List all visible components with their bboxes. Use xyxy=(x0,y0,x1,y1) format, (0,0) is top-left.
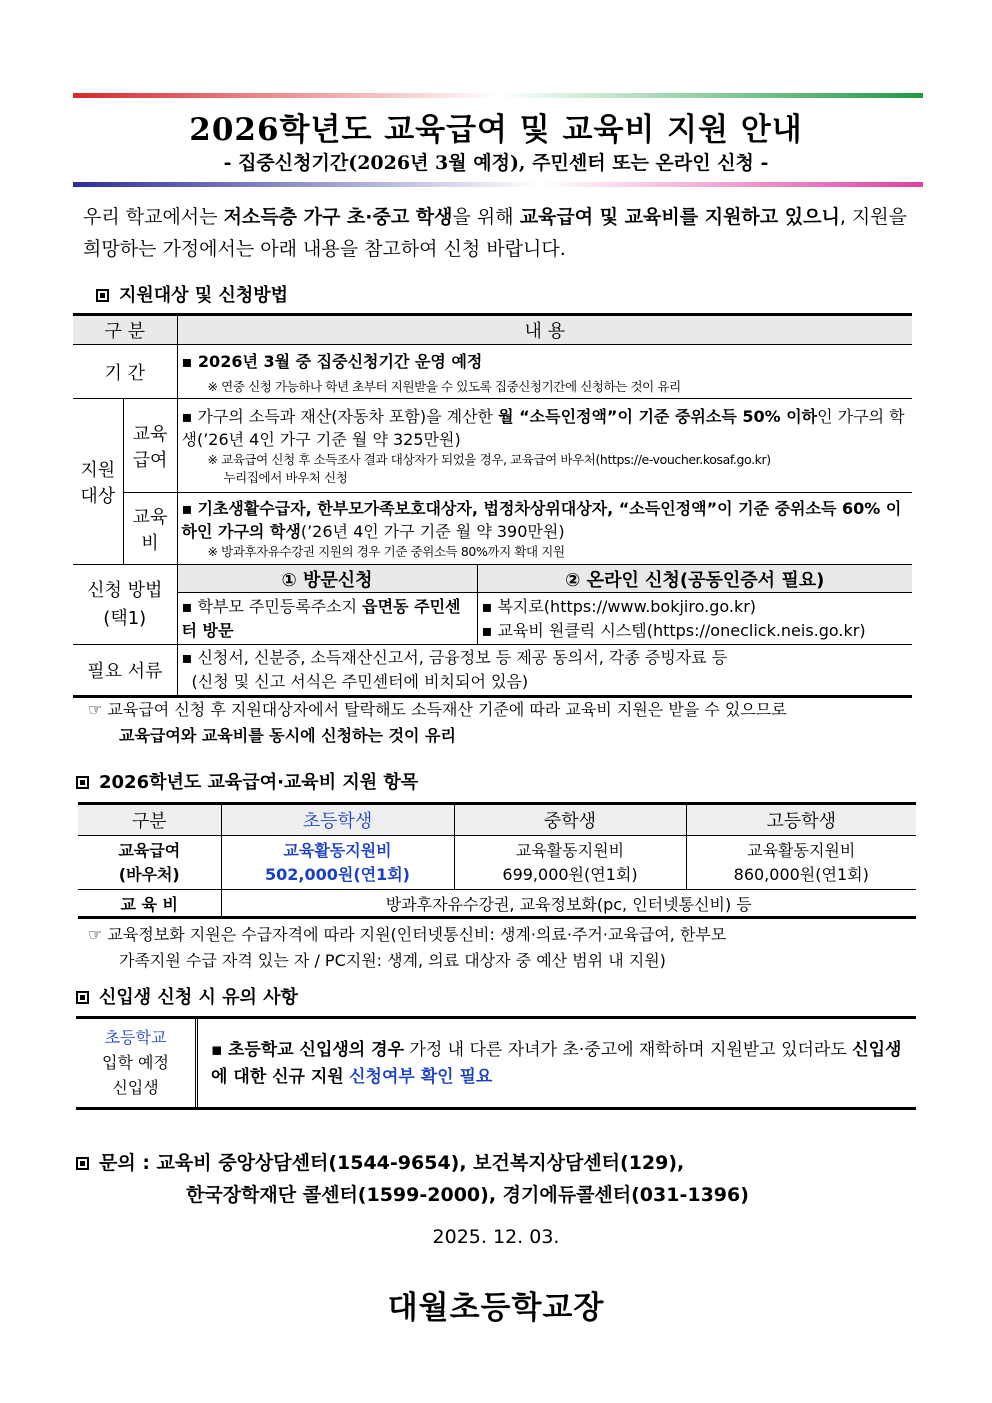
col-header-category: 구 분 xyxy=(73,315,177,345)
checkbox-square-icon xyxy=(76,1157,89,1170)
period-label: 기 간 xyxy=(73,345,177,399)
target-label: 지원 대상 xyxy=(73,399,123,565)
support-items-table xyxy=(78,802,916,919)
tip-note-1: ☞ 교육급여 신청 후 지원대상자에서 탈락해도 소득재산 기준에 따라 교육비 지원은 받을 수 있으므로 교육급여와 교육비를 동시에 신청하는 것이 유리 xyxy=(88,700,787,745)
docs-label: 필요 서류 xyxy=(73,645,177,697)
col-header-content: 내 용 xyxy=(177,315,912,345)
edu-cost-cell: ▪ 기초생활수급자, 한부모가족보호대상자, 법정차상위대상자, “소득인정액”이 기준 중위소득 60% 이하인 가구의 학생(’26년 4인 가구 기준 월 약 390만원) ※ 방과후자유수강권 지원의 경우 기준 중위소득 80%까지 확대 지원 xyxy=(177,493,912,565)
header-high: 고등학생 xyxy=(686,804,916,836)
middle-cell: 교육활동지원비 699,000원(연1회) xyxy=(454,836,686,890)
high-cell: 교육활동지원비 860,000원(연1회) xyxy=(686,836,916,890)
tip-note-2: ☞ 교육정보화 지원은 수급자격에 따라 지원(인터넷통신비: 생계·의료·주거·교육급여, 한부모 가족지원 수급 자격 있는 자 / PC지원: 생계, 의료 대상자 중 예산 범위 내 지원) xyxy=(88,925,727,970)
checkbox-square-icon xyxy=(76,991,89,1004)
section-heading-items: 2026학년도 교육급여·교육비 지원 항목 xyxy=(76,768,418,794)
signature: 대월초등학교장 xyxy=(387,1290,605,1326)
section-heading-eligibility: 지원대상 및 신청방법 xyxy=(96,281,288,307)
elementary-cell: 교육활동지원비 502,000원(연1회) xyxy=(221,836,454,890)
intro-paragraph: 우리 학교에서는 저소득층 가구 초·중고 학생을 위해 교육급여 및 교육비를 지원하고 있으니, 지원을 희망하는 가정에서는 아래 내용을 참고하여 신청 바랍니다. xyxy=(83,206,907,260)
freshmen-text: ▪ 초등학교 신입생의 경우 가정 내 다른 자녀가 초·중고에 재학하며 지원받고 있더라도 신입생에 대한 신규 지원 신청여부 확인 필요 xyxy=(211,1040,902,1087)
online-cell: ▪ 복지로(https://www.bokjiro.go.kr) ▪ 교육비 원클릭 시스템(https://oneclick.neis.go.kr) xyxy=(477,593,912,645)
row-edu-cost-label: 교 육 비 xyxy=(78,890,221,918)
contact-line-2: 한국장학재단 콜센터(1599-2000), 경기에듀콜센터(031-1396) xyxy=(186,1184,749,1206)
page-title: 2026학년도 교육급여 및 교육비 지원 안내 xyxy=(189,112,803,148)
section-heading-freshmen: 신입생 신청 시 유의 사항 xyxy=(76,983,298,1009)
bottom-gradient-bar xyxy=(73,182,923,187)
row-edu-pay-label: 교육급여 (바우처) xyxy=(78,836,221,890)
edu-cost-value: 방과후자유수강권, 교육정보화(pc, 인터넷통신비) 등 xyxy=(221,890,916,918)
freshmen-label: 초등학교 입학 예정 신입생 xyxy=(76,1019,198,1107)
header-middle: 중학생 xyxy=(454,804,686,836)
checkbox-square-icon xyxy=(76,776,89,789)
issue-date: 2025. 12. 03. xyxy=(432,1226,560,1248)
contact-line-1: 문의 : 교육비 중앙상담센터(1544-9654), 보건복지상담센터(129), xyxy=(76,1146,684,1180)
edu-pay-cell: ▪ 가구의 소득과 재산(자동차 포함)을 계산한 월 “소득인정액”이 기준 중위소득 50% 이하인 가구의 학생(’26년 4인 가구 기준 월 약 325만원) ※ 교육급여 신청 후 소득조사 결과 대상자가 되었을 경우, 교육급여 바우처(https://e-voucher.kosaf.go.kr) 누리집에서 바우처 신청 xyxy=(177,399,912,493)
top-gradient-bar xyxy=(73,93,923,98)
header-category: 구분 xyxy=(78,804,221,836)
edu-pay-label: 교육 급여 xyxy=(123,399,177,493)
header-elementary: 초등학생 xyxy=(221,804,454,836)
period-cell: ▪ 2026년 3월 중 집중신청기간 운영 예정 ※ 연중 신청 가능하나 학년 초부터 지원받을 수 있도록 집중신청기간에 신청하는 것이 유리 xyxy=(177,345,912,399)
checkbox-square-icon xyxy=(96,289,109,302)
online-header: ② 온라인 신청(공동인증서 필요) xyxy=(477,565,912,593)
visit-cell: ▪ 학부모 주민등록주소지 읍면동 주민센터 방문 xyxy=(177,593,477,645)
eligibility-table xyxy=(73,313,912,698)
visit-header: ① 방문신청 xyxy=(177,565,477,593)
page-subtitle: - 집중신청기간(2026년 3월 예정), 주민센터 또는 온라인 신청 - xyxy=(223,152,769,174)
method-label: 신청 방법 (택1) xyxy=(73,565,177,645)
docs-cell: ▪ 신청서, 신분증, 소득재산신고서, 금융정보 등 제공 동의서, 각종 증빙자료 등 (신청 및 신고 서식은 주민센터에 비치되어 있음) xyxy=(177,645,912,697)
freshmen-notice-box xyxy=(76,1016,916,1110)
edu-cost-label: 교육 비 xyxy=(123,493,177,565)
